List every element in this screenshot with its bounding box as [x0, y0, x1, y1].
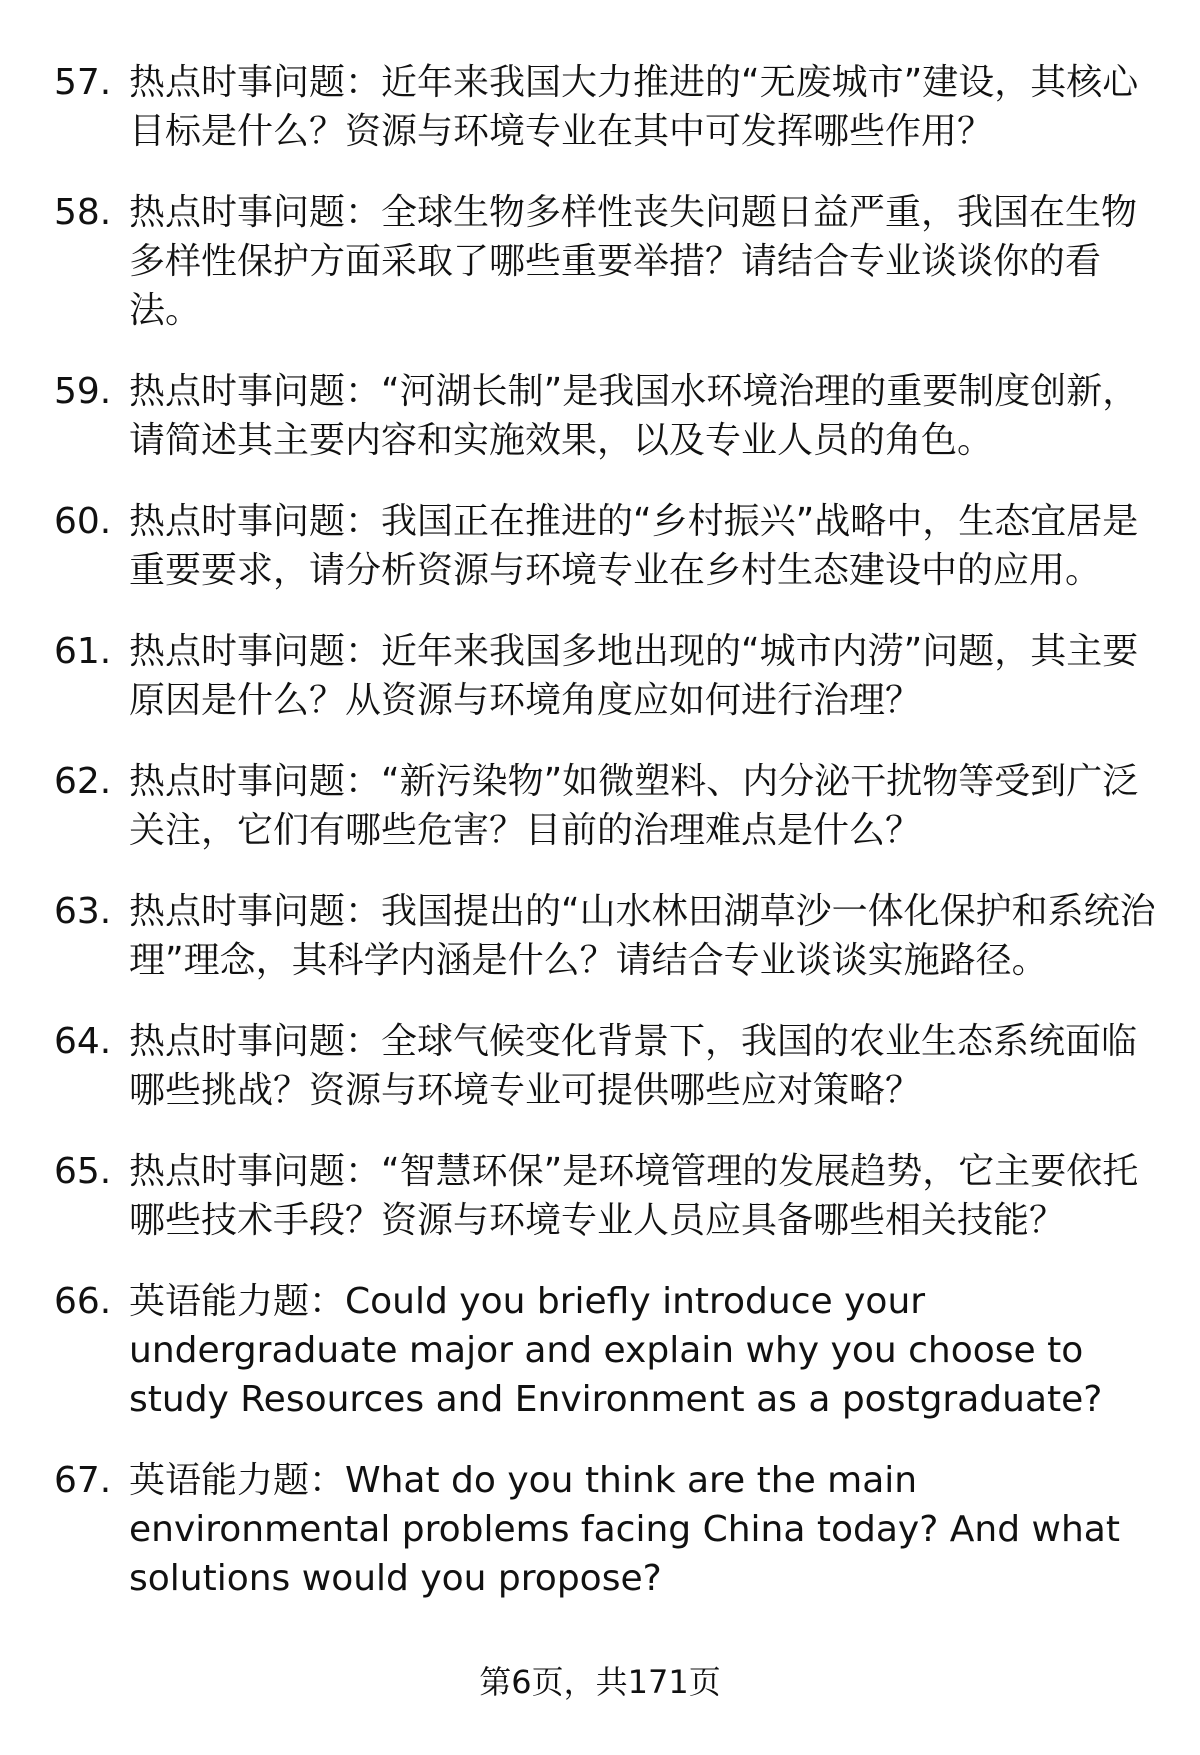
question-number: 61. — [54, 631, 112, 672]
question-number: 60. — [54, 501, 112, 542]
question-text: 热点时事问题：“河湖长制”是我国水环境治理的重要制度创新，请简述其主要内容和实施效果，以及专业人员的角色。 — [129, 371, 1139, 461]
question-number: 63. — [54, 891, 112, 932]
question-item — [54, 887, 1160, 985]
page-footer — [0, 1660, 1200, 1704]
question-item — [54, 497, 1160, 595]
question-number: 58. — [54, 192, 112, 233]
page-indicator: 第6页，共171页 — [479, 1663, 721, 1701]
question-item — [54, 188, 1160, 335]
question-item — [54, 1017, 1160, 1115]
question-item — [54, 627, 1160, 725]
question-number: 59. — [54, 371, 112, 412]
question-text: 热点时事问题：全球生物多样性丧失问题日益严重，我国在生物多样性保护方面采取了哪些重要举措？请结合专业谈谈你的看法。 — [129, 192, 1138, 331]
question-text: 热点时事问题：“新污染物”如微塑料、内分泌干扰物等受到广泛关注，它们有哪些危害？目前的治理难点是什么？ — [129, 761, 1139, 851]
question-text: 热点时事问题：我国正在推进的“乡村振兴”战略中，生态宜居是重要要求，请分析资源与环境专业在乡村生态建设中的应用。 — [129, 501, 1139, 591]
question-number: 64. — [54, 1021, 112, 1062]
question-number: 62. — [54, 761, 112, 802]
question-text: 热点时事问题：我国提出的“山水林田湖草沙一体化保护和系统治理”理念，其科学内涵是什么？请结合专业谈谈实施路径。 — [129, 891, 1156, 981]
question-number: 67. — [54, 1460, 112, 1501]
question-number: 57. — [54, 62, 112, 103]
question-item — [54, 1147, 1160, 1245]
question-list — [54, 58, 1160, 1603]
question-item — [54, 757, 1160, 855]
question-item — [54, 367, 1160, 465]
question-text: 热点时事问题：全球气候变化背景下，我国的农业生态系统面临哪些挑战？资源与环境专业可提供哪些应对策略？ — [129, 1021, 1138, 1111]
question-text: 英语能力题：Could you briefly introduce your undergraduate major and explain why you choose to study Resources and Environment as a postgraduate? — [129, 1281, 1103, 1420]
question-number: 66. — [54, 1281, 112, 1322]
question-item — [54, 58, 1160, 156]
question-text: 英语能力题：What do you think are the main environmental problems facing China today? And what solutions would you propose? — [129, 1460, 1120, 1599]
question-item — [54, 1277, 1160, 1424]
question-text: 热点时事问题：近年来我国多地出现的“城市内涝”问题，其主要原因是什么？从资源与环境角度应如何进行治理？ — [129, 631, 1139, 721]
question-text: 热点时事问题：近年来我国大力推进的“无废城市”建设，其核心目标是什么？资源与环境专业在其中可发挥哪些作用？ — [129, 62, 1139, 152]
question-number: 65. — [54, 1151, 112, 1192]
question-text: 热点时事问题：“智慧环保”是环境管理的发展趋势，它主要依托哪些技术手段？资源与环境专业人员应具备哪些相关技能？ — [129, 1151, 1139, 1241]
question-item — [54, 1456, 1160, 1603]
